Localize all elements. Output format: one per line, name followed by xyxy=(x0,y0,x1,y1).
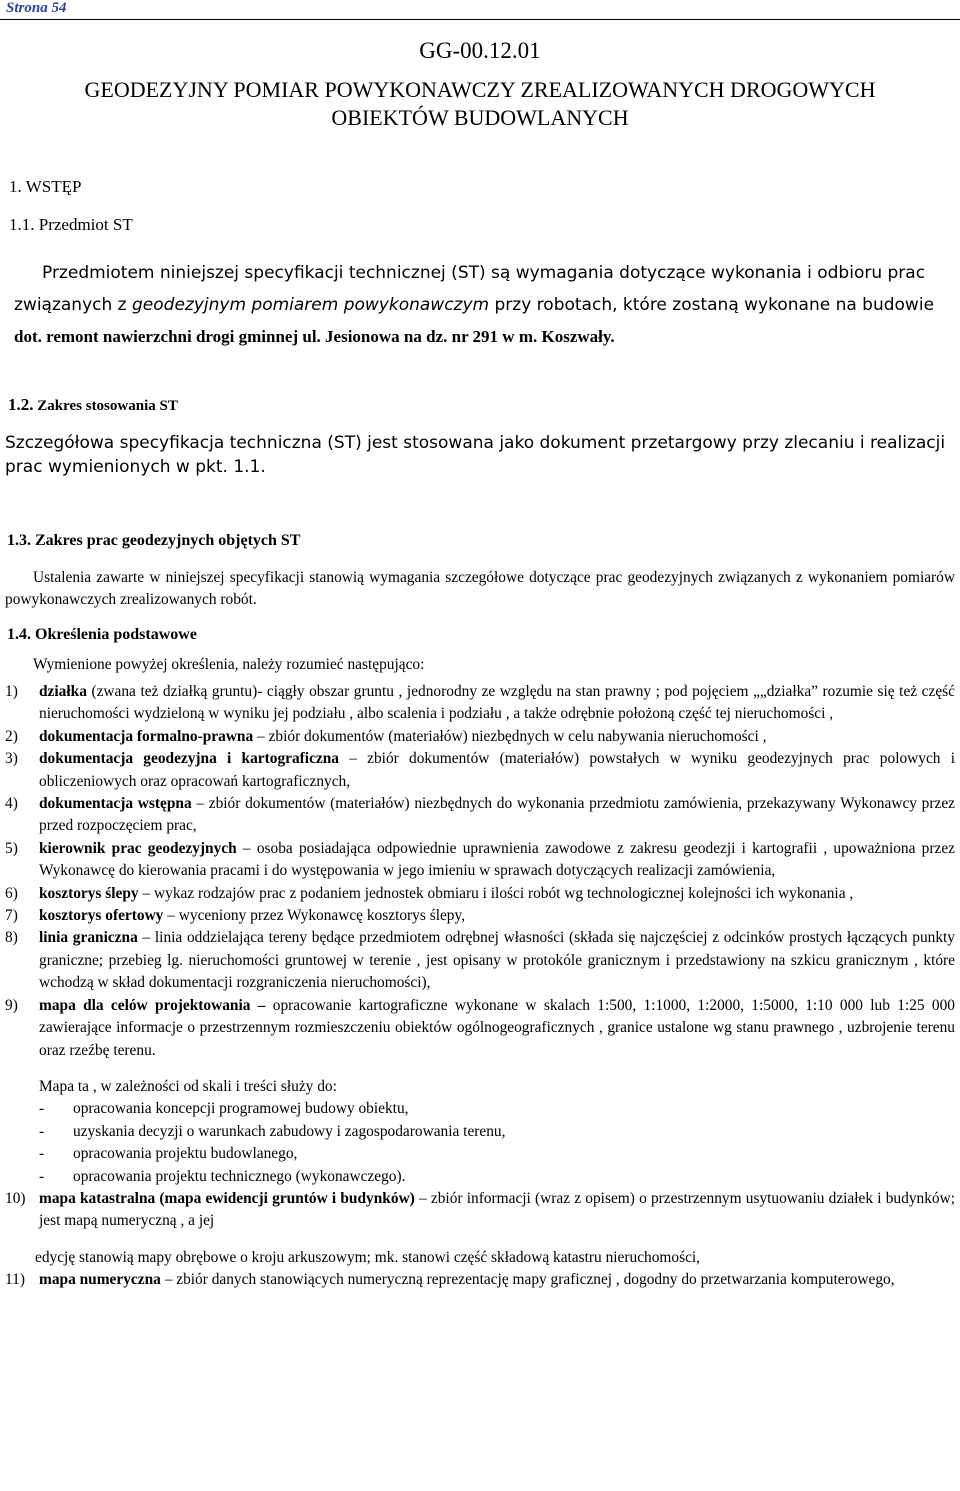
list-item: - opracowania projektu technicznego (wykonawczego). xyxy=(39,1167,406,1185)
list-item: 1) działka (zwana też działką gruntu)- ciągły obszar gruntu , jednorodny ze względu na stan prawny ; pod pojęciem „„działka” rozumie się też część nieruchomości wydzieloną w wyniku jej podziału , albo scalenia i podziału , a także odrębnie położoną część tej nieruchomości , xyxy=(5,683,955,723)
list-item: - opracowania projektu budowlanego, xyxy=(39,1145,298,1163)
list-item: 6) kosztorys ślepy – wykaz rodzajów prac z podaniem jednostek obmiaru i ilości robót wg technologicznej kolejności ich wykonania , xyxy=(5,884,854,902)
section-1-heading: 1. WSTĘP xyxy=(9,177,82,196)
section-1-4-intro: Wymienione powyżej określenia, należy rozumieć następująco: xyxy=(33,656,425,673)
list-item: 7) kosztorys ofertowy – wyceniony przez Wykonawcę kosztorys ślepy, xyxy=(5,907,466,925)
s12-label: Zakres stosowania ST xyxy=(33,398,178,414)
section-1-2-paragraph: Szczegółowa specyfikacja techniczna (ST) jest stosowana jako dokument przetargowy przy zlecaniu i realizacji prac wymienionych w pkt. 1.1. xyxy=(5,433,946,477)
section-1-1-paragraph xyxy=(14,257,946,353)
list-item: - opracowania koncepcji programowej budowy obiektu, xyxy=(39,1100,409,1118)
s11-part2: geodezyjnym pomiarem powykonawczym xyxy=(132,295,490,315)
list-item: 10) mapa katastralna (mapa ewidencji gruntów i budynków) – zbiór informacji (wraz z opisem) o przestrzennym usytuowaniu działek i budynków; jest mapą numeryczną , a jej xyxy=(5,1189,955,1230)
section-1-1-heading: 1.1. Przedmiot ST xyxy=(9,215,133,234)
list-item: 2) dokumentacja formalno-prawna – zbiór dokumentów (materiałów) niezbędnych w celu nabywania nieruchomości , xyxy=(5,727,767,745)
section-1-3-heading: 1.3. Zakres prac geodezyjnych objętych ST xyxy=(7,532,301,549)
list-item: 3) dokumentacja geodezyjna i kartograficzna – zbiór dokumentów (materiałów) powstałych w wyniku geodezyjnych prac polowych i obliczeniowych oraz opracowań kartograficznych, xyxy=(5,750,956,790)
s11-part3: przy robotach, które zostaną wykonane na budowie xyxy=(489,295,935,315)
spec-code: GG-00.12.01 xyxy=(419,38,541,63)
list-item: 5) kierownik prac geodezyjnych – osoba posiadająca odpowiednie uprawnienia zawodowe z zakresu geodezji i kartografii , upoważniona przez Wykonawcę do kierowania pracami i do występowania w jego imieniu w sprawach dotyczących realizacji zamówienia, xyxy=(5,839,955,880)
list-item: 11) mapa numeryczna – zbiór danych stanowiących numeryczną reprezentację mapy graficznej , dogodny do przetwarzania komputerowego, xyxy=(5,1271,895,1289)
title-line-2: OBIEKTÓW BUDOWLANYCH xyxy=(331,105,629,130)
page-number-label: Strona 54 xyxy=(6,0,67,16)
item-10-continuation: edycję stanowią mapy obrębowe o kroju arkuszowym; mk. stanowi część składową katastru nieruchomości, xyxy=(35,1248,701,1266)
list-item: 4) dokumentacja wstępna – zbiór dokumentów (materiałów) niezbędnych do wykonania przedmiotu zamówienia, przekazywany Wykonawcy przez przed rozpoczęciem prac, xyxy=(5,795,955,835)
header-rule xyxy=(0,19,960,20)
s11-part4: dot. remont nawierzchni drogi gminnej ul. Jesionowa na dz. nr 291 w m. Koszwały. xyxy=(14,327,615,346)
title-line-1: GEODEZYJNY POMIAR POWYKONAWCZY ZREALIZOWANYCH DROGOWYCH xyxy=(84,77,876,102)
list-item: 9) mapa dla celów projektowania – opracowanie kartograficzne wykonane w skalach 1:500, 1:1000, 1:2000, 1:5000, 1:10 000 lub 1:25 000 zawierające informacje o przestrzennym rozmieszczeniu obiektów ogólnogeograficznych , granice ustalone wg stanu prawnego , uzbrojenie terenu oraz rzeźbę terenu. xyxy=(5,996,955,1059)
section-1-3-paragraph: Ustalenia zawarte w niniejszej specyfikacji stanowią wymagania szczegółowe dotyczące prac geodezyjnych związanych z wykonaniem pomiarów powykonawczych zrealizowanych robót. xyxy=(5,569,955,608)
section-1-2-heading xyxy=(8,395,178,415)
definitions-list xyxy=(5,681,955,1292)
section-1-4-heading: 1.4. Określenia podstawowe xyxy=(7,626,197,643)
page-header xyxy=(0,0,960,20)
map-uses-intro: Mapa ta , w zależności od skali i treści służy do: xyxy=(39,1077,337,1095)
list-item: 8) linia graniczna – linia oddzielająca tereny będące przedmiotem odrębnej własności (składa się najczęściej z odcinków prostych łączących punkty graniczne; przebieg lg. nieruchomości gruntowej w terenie , jest opisany w protokóle granicznym i przedstawiony na szkicu granicznym , które wchodzą w skład dokumentacji rozgraniczenia nieruchomości), xyxy=(5,929,956,992)
s12-number: 1.2. xyxy=(8,395,34,414)
document-title xyxy=(10,76,950,132)
list-item: - uzyskania decyzji o warunkach zabudowy i zagospodarowania terenu, xyxy=(39,1122,506,1140)
map-uses-block xyxy=(5,1076,955,1188)
s11-part1: Przedmiotem niniejszej specyfikacji technicznej (ST) są wymagania dotyczące wykonania i odbioru prac związanych z xyxy=(14,263,926,315)
